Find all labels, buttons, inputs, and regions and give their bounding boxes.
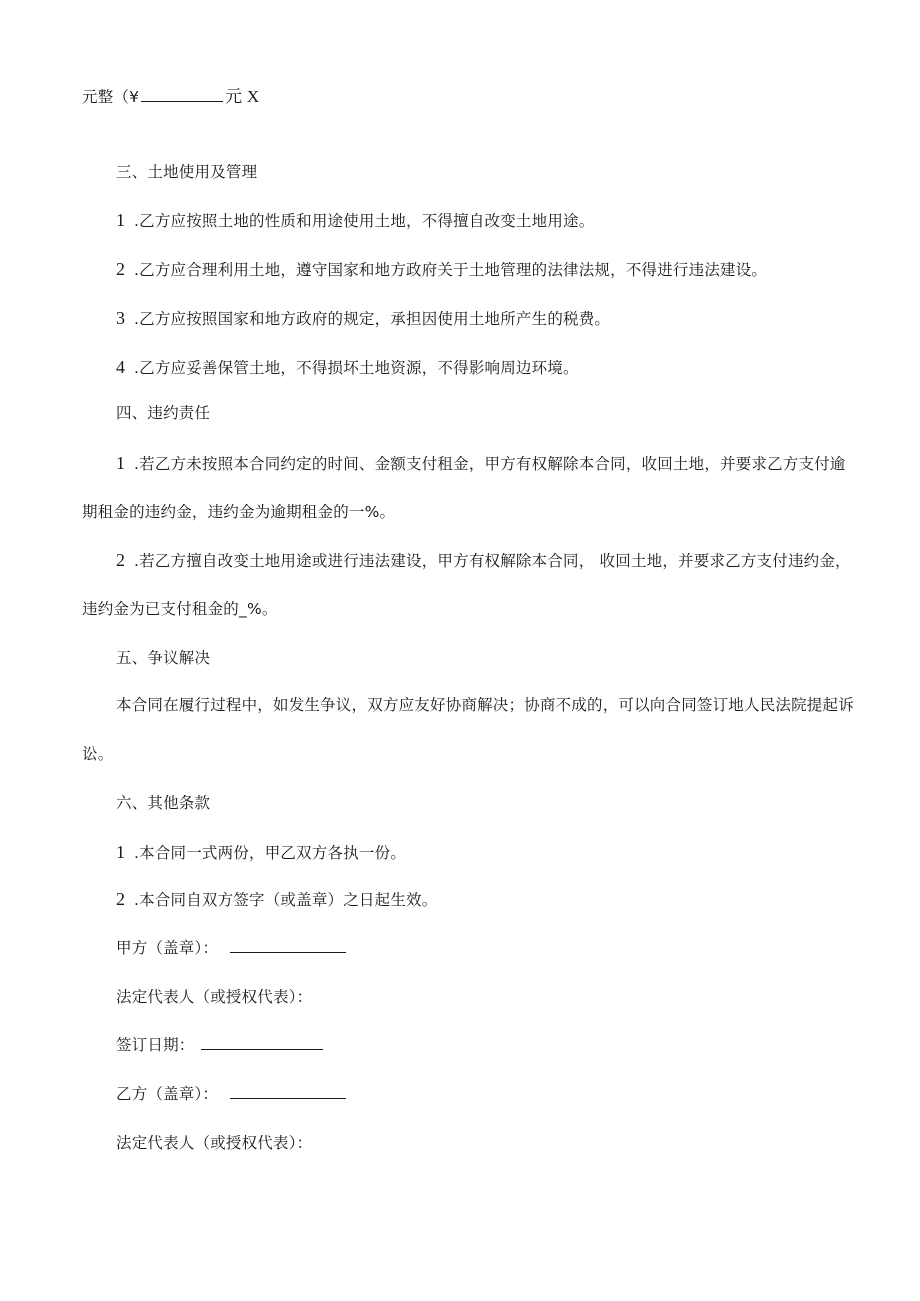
party-b-label: 乙方（盖章）：	[116, 1085, 219, 1103]
party-a-seal-blank	[230, 937, 346, 953]
party-b-seal-blank	[230, 1083, 346, 1099]
item-text: .乙方应合理利用土地，遵守国家和地方政府关于土地管理的法律法规，不得进行违法建设。	[134, 261, 768, 279]
section-4-title: 四、违约责任	[116, 404, 211, 422]
signing-date-blank	[201, 1034, 323, 1050]
item-text: .本合同一式两份，甲乙双方各执一份。	[134, 844, 407, 862]
section-6-title: 六、其他条款	[116, 794, 211, 812]
item-text: .若乙方未按照本合同约定的时间、金额支付租金，甲方有权解除本合同，收回土地，并要求乙方支付逾	[134, 455, 846, 473]
section-3-item-1	[116, 209, 594, 232]
section-6-item-2	[116, 888, 437, 911]
item-number: 2	[116, 889, 126, 909]
section-4-item-1	[116, 452, 846, 475]
section-3-title: 三、土地使用及管理	[116, 163, 258, 181]
party-a-label: 甲方（盖章）：	[116, 939, 219, 957]
item-number: 4	[116, 357, 126, 377]
section-4-item-1-continued: 期租金的违约金，违约金为逾期租金的一%。	[82, 503, 396, 521]
party-b-seal	[116, 1083, 346, 1105]
item-number: 3	[116, 308, 126, 328]
section-3-item-3	[116, 307, 610, 330]
party-a-seal	[116, 937, 346, 959]
section-3-item-4	[116, 356, 579, 379]
rent-suffix: 元 X	[225, 87, 260, 106]
rent-amount-line	[82, 86, 259, 108]
item-number: 1	[116, 453, 126, 473]
party-a-representative: 法定代表人（或授权代表）：	[116, 988, 313, 1006]
item-text: .乙方应按照国家和地方政府的规定，承担因使用土地所产生的税费。	[134, 310, 611, 328]
section-5-text-continued: 讼。	[82, 745, 114, 763]
section-4-item-2	[116, 549, 851, 572]
section-6-item-1	[116, 841, 406, 864]
signing-date	[116, 1034, 323, 1056]
item-text: .本合同自双方签字（或盖章）之日起生效。	[134, 891, 438, 909]
section-5-text: 本合同在履行过程中，如发生争议，双方应友好协商解决；协商不成的，可以向合同签订地人民法院提起诉	[116, 696, 854, 714]
item-text: .若乙方擅自改变土地用途或进行违法建设，甲方有权解除本合同， 收回土地，并要求乙方支付违约金，	[134, 552, 851, 570]
section-3-item-2	[116, 258, 767, 281]
item-number: 1	[116, 210, 126, 230]
rent-prefix: 元整（¥	[82, 88, 140, 106]
party-b-representative: 法定代表人（或授权代表）：	[116, 1134, 313, 1152]
item-text: .乙方应妥善保管土地，不得损坏土地资源，不得影响周边环境。	[134, 359, 579, 377]
item-text: .乙方应按照土地的性质和用途使用土地，不得擅自改变土地用途。	[134, 212, 595, 230]
section-5-title: 五、争议解决	[116, 649, 211, 667]
rent-amount-blank	[141, 86, 223, 102]
signing-date-label: 签订日期：	[116, 1036, 195, 1054]
section-4-item-2-continued: 违约金为已支付租金的_%。	[82, 600, 278, 618]
item-number: 2	[116, 550, 126, 570]
item-number: 2	[116, 259, 126, 279]
item-number: 1	[116, 842, 126, 862]
